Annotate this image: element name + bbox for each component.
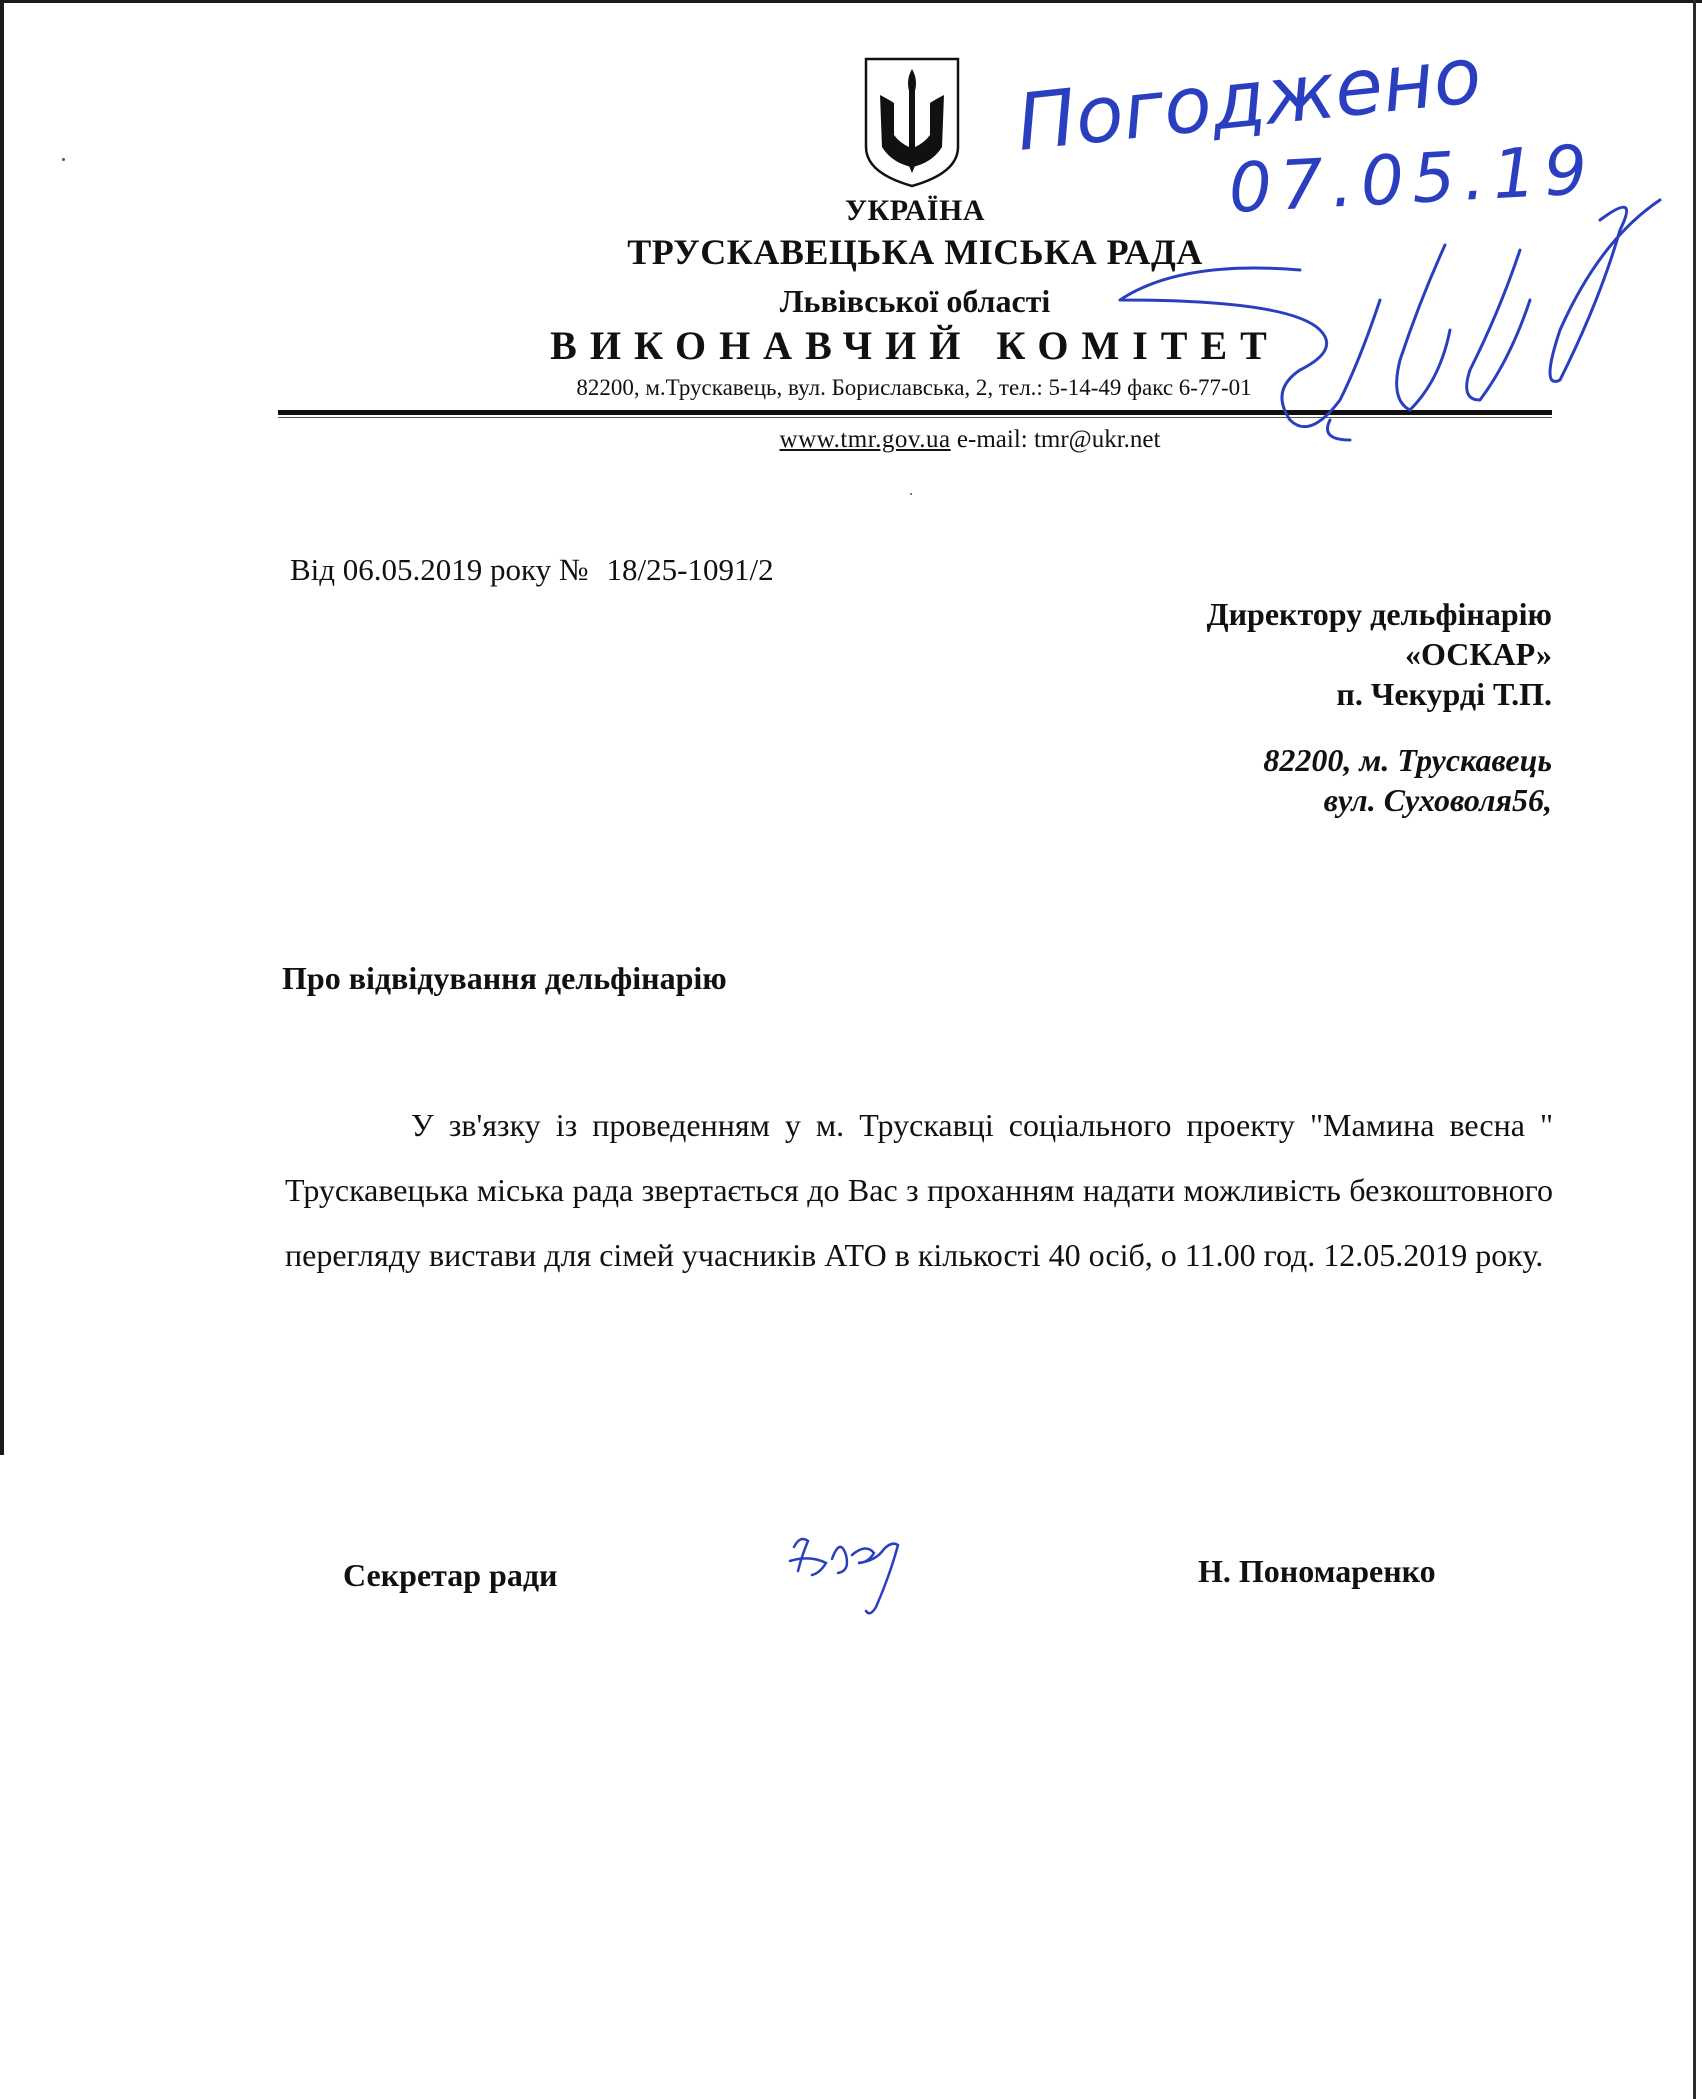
letter-subject: Про відвідування дельфінарію [282, 960, 727, 996]
approval-note-text: Погоджено [1012, 30, 1486, 169]
addressee-address-city: 82200, м. Трускавець [1263, 742, 1552, 778]
region-heading: Львівської області [779, 283, 1051, 319]
scan-speck [62, 158, 65, 161]
council-address: 82200, м.Трускавець, вул. Бориславська, 2, тел.: 5-14-49 факс 6-77-01 [576, 375, 1252, 400]
addressee-address [1263, 740, 1552, 820]
council-heading: ТРУСКАВЕЦЬКА МІСЬКА РАДА [627, 232, 1203, 272]
ukraine-trident-emblem-icon [862, 55, 962, 190]
addressee-position: Директору дельфінарію [1206, 596, 1552, 632]
reference-line [290, 552, 774, 588]
secretary-signature-icon [780, 1515, 940, 1625]
signatory-title: Секретар ради [343, 1557, 558, 1593]
website-link[interactable]: www.tmr.gov.ua [779, 426, 951, 453]
letter-body: У зв'язку із проведенням у м. Трускавці соціального проекту "Мамина весна " Трускавецька міська рада звертається до Вас з проханням надати можливість безкоштовного перегляду вистави для сімей учасників АТО в кількості 40 осіб, о 11.00 год. 12.05.2019 року. [285, 1107, 1553, 1273]
signatory-name: Н. Пономаренко [1198, 1553, 1436, 1589]
country-heading: УКРАЇНА [844, 194, 986, 227]
reference-number: 18/25-1091/2 [606, 552, 774, 587]
committee-heading: ВИКОНАВЧИЙ КОМІТЕТ [550, 323, 1280, 368]
letterhead-divider [278, 410, 1552, 415]
addressee-organization: «ОСКАР» [1404, 636, 1552, 672]
addressee-block [1207, 594, 1552, 714]
approval-note-date: 07.05.19 [1226, 130, 1598, 229]
contact-line [0, 426, 1702, 454]
email-text: e-mail: tmr@ukr.net [956, 426, 1161, 453]
scan-speck [910, 493, 912, 495]
addressee-name: п. Чекурді Т.П. [1336, 676, 1552, 712]
scan-edge-top [0, 0, 1702, 3]
addressee-address-street: вул. Суховоля56, [1323, 782, 1552, 818]
letterhead-divider-thin [278, 417, 1552, 418]
reference-date: Від 06.05.2019 року № [290, 552, 589, 587]
